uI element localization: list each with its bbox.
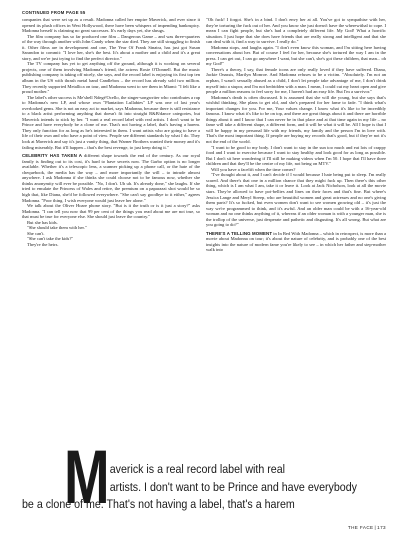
- page-number: 173: [377, 525, 386, 530]
- pull-quote-line: be a clone of me. That's not having a label, that's a harem: [22, 497, 295, 511]
- paragraph: We talk about the Oliver Hoare phone story. "But is it the truth or is it just a story?" asks Madonna. "I can tell you now that 99 per cent of the things you read about me are not true, so that must be true for everyone else. She should just leave the country.": [22, 203, 200, 220]
- continued-label: CONTINUED FROM PAGE 55: [22, 10, 86, 15]
- paragraph-text: different shape towards the end of the century. As our royal family is finding out to its cost, it's hard to have secrets now. The Garbo option is no longer available. Whether it's a telescopic lens, a scanner picking up a phone call, or the hate of the chequebook, the media has the way – and more importantly the will – to intrude almost anywhere. I ask Madonna if she thinks she could choose not to be famous now, whether she thinks anonymity will ever be possible. "No, I don't. Uh uh. It's already done," she laughs. If she tried to emulate the Princess of Wales and retire, the premium on a paparazzi shot would be so high that, like Diana, she'd be followed everywhere. "She can't say goodbye to it either," agrees Madonna. "Poor thing. I wish everyone would just leave her alone.": [22, 153, 200, 203]
- paragraph: "I want to be good to my body. I don't want to stay in the sun too much and eat lots of crappy food and I want to exercise because I want to stay healthy and look good for as long as possible. But I don't sit here wondering if I'll still be making videos when I'm 50. I hope that I'll have three children and that they'll be the centre of my life, not being on MTV.": [206, 144, 386, 167]
- paragraph: Madonna stops, and laughs again. "I don't even know this woman, and I'm sitting here having conversations about her. But of course I feel for her, because she's tortured the way I am in the press. I can get out, I can go anywhere I want, but she can't, she's got these children, that man... oh my God!": [206, 44, 386, 67]
- paragraph-text: in In Bed With Madonna – which in retrospect, is more than a movie about Madonna on tour; it's about the nature of celebrity, and is probably one of the best insights into the nature of modern fame you're likely to see – in which her father and step-mother walk into: [206, 230, 386, 253]
- pull-quote-text: [22, 461, 357, 514]
- lead-in: CELEBRITY HAS TAKEN A: [22, 153, 83, 159]
- paragraph: "I've thought about it, and I can't decide if I would because I hate being put to sleep. I'm really scared. And there's that one in a million chance that they might fuck up. Then there's this other thing, which is I am what I am, take it or leave it. Look at Jack Nicholson, look at all the movie stars. They're allowed to have pot-bellies and lines on their faces and that's fine. But where's Jessica Lange and Meryl Streep, who are beautiful women and great actresses and no one's giving them parts? It's so fucked, but even women don't want to see women growing old – it's just the way we're programmed to think, and it's awful. And an older man could be with a 16-year-old woman and no one thinks anything of it, whereas if an older woman is with a younger man, she is the trollop of the universe, just desperate and pathetic and disgusting. It's all wrong. But what are you going to do?": [206, 172, 386, 228]
- left-column: [22, 17, 200, 247]
- magazine-name: THE FACE: [347, 525, 374, 530]
- paragraph: The film company has so far produced one film – Dangerous Game – and was three-quarters of the way through another with John Candy when the star died. They are still struggling to finish it. Other films are in development and one, The Year Of Frank Sinatra, has just got Susan Sarandon to commit: "I love her, she's the best. It's about a mother and a child and it's a great story, and we're just trying to find the perfect director.": [22, 33, 200, 61]
- pull-quote-dropcap: M: [64, 435, 110, 520]
- right-column: [206, 17, 386, 253]
- pull-quote-line: artists. I don't want to be Prince and have everybody: [109, 479, 357, 494]
- paragraph: The label's other success is Me'shell Ndegé'Ocello, the singer-songwriter who contributes a rap to Madonna's new LP, and whose own "Plantation Lullabies" LP was one of last year's overlooked gems. She is not an easy act to market, says Madonna, because there is still resistance to a black artist performing anything that doesn't fit into straight R&B/dance categories, but Maverick intends to stick by her. "I want a real record label with real artists. I don't want to be Prince and have everybody be a clone of me. That's not having a label, that's having a harem. They only function for as long as he's interested in them. I want artists who are going to have a life of their own and who have a point of view. People see different standards by what I do. They look at Maverick and say it's just a vanity thing, that Warner Brothers wanted their money and it's failing miserably. But it'll happen – that's the best revenge, to just keep doing it.": [22, 94, 200, 150]
- section-paragraph: [206, 231, 386, 253]
- paragraph: Madonna's death is often discussed. It is assumed that she will die young, but she says that's wishful thinking. She plans to get old, and she's prepared for her fame to fade. "I think what's important changes for you. For me, Your values change. I know what it's like to be incredibly famous. I know what it's like to be on top, and there are great things about it and there are horrible things about it and I know that I can never be in that place and at that time again in my life – no fame will take a different shape, a different form, and it will be what it will be. All I hope is that I will be happy in my personal life with my friends, my family and the person I'm in love with. That's the most important thing. If people are buying my records that's good, but if they're not it's not the end of the world.: [206, 94, 386, 145]
- section-paragraph: [22, 153, 200, 203]
- lead-in: THERE'S A TELLING MOMENT: [206, 230, 273, 236]
- paragraph: "She should take them with her.": [27, 225, 87, 231]
- pull-quote-line: averick is a real record label with real: [109, 462, 286, 476]
- paragraph: There's a theory, I say, that female icons are only really loved if they have suffered. Diana, Jackie Onassis, Marilyn Monroe. And Madonna refuses to be a victim. "Absolutely. I'm not an orphan, I wasn't sexually abused as a child, I don't let people take advantage of me, I don't drink myself into a stupor, and I'm not bedridden with a man. I mean, I could cut my heart open and give people a million reasons to feel sorry for me, I haven't had an easy life. But I'm a survivor.": [206, 66, 386, 95]
- paragraph: They're the heirs.: [27, 241, 59, 247]
- paragraph: "Oh fuck! I forgot. She's in a bind. I don't envy her at all. You've got to sympathise with her, they're torturing the fuck out of her. And you know she just doesn't have the wherewithal to cope. I mean I can fight people, but she's had a completely different life. My God! What a horrific situation. I just hope that she does have friends that are really strong and intelligent and that she can deal with it, find a way to survive. I really do.": [206, 17, 386, 45]
- paragraph: companies that were set up as a result. Madonna called her empire Maverick, and ever since it opened its plush offices in West Hollywood, there have been whispers of impending bankruptcy. Madonna herself is claiming no great successes. It's early days yet, she shrugs.: [22, 17, 200, 34]
- paragraph: She can't.: [27, 230, 45, 236]
- paragraph: But she has kids.: [27, 219, 58, 225]
- paragraph: The TV company has yet to get anything off the ground, although it is working on several projects, one of them involving Madonna's friend, the actress Rosie O'Donnell. But the music publishing company is taking off nicely, she says, and the record label is enjoying its first top ten album in the US with thrash metal band Candlebox – the record has already sold two million. They recently supported Metallica on tour, and Madonna went to see them in Miami: "I felt like a proud mother.": [22, 61, 200, 95]
- paragraph: "She can't take the kids?": [27, 236, 74, 242]
- paragraph: Will you have a facelift when the time comes?: [211, 166, 296, 172]
- page-folio: THE FACE|173: [347, 525, 386, 530]
- pull-quote: [22, 435, 386, 522]
